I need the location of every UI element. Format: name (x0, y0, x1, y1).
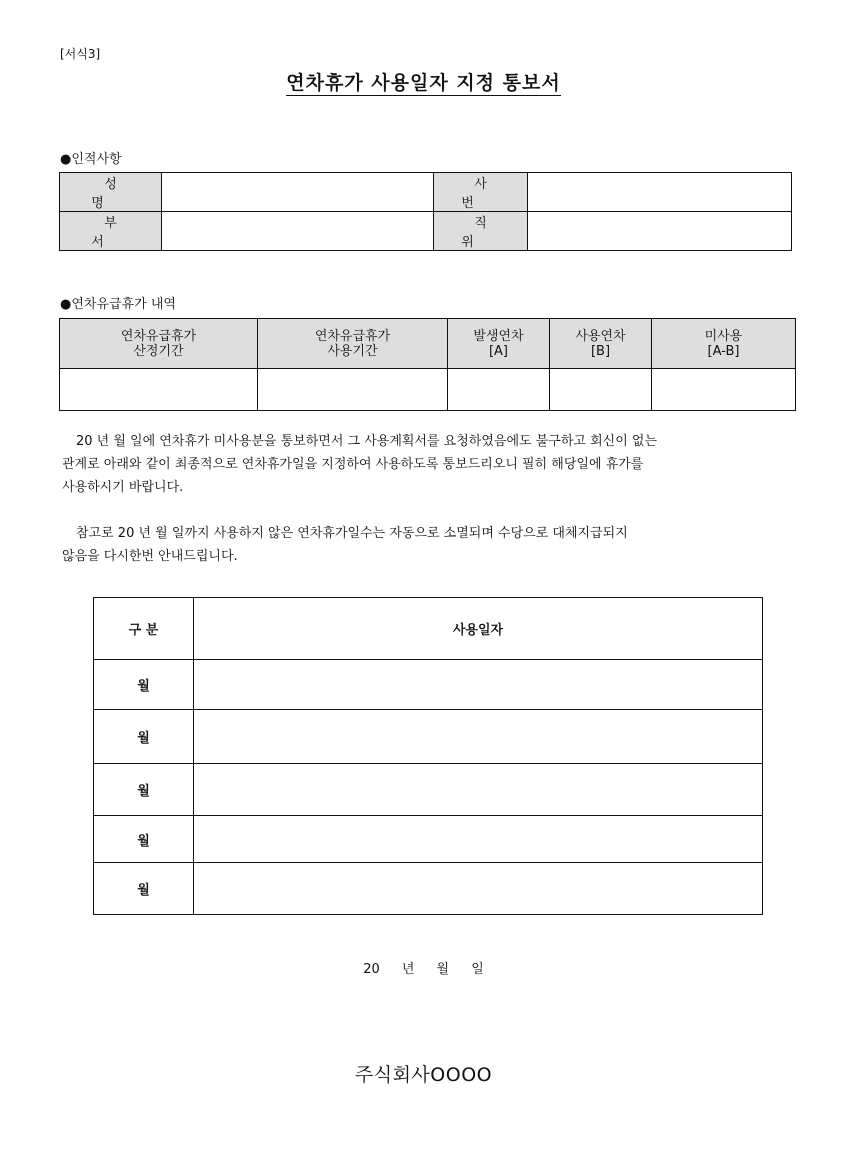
use-period-header-line2: 사용기간 (327, 343, 378, 359)
use-period-field[interactable] (258, 369, 448, 411)
use-period-header-line1: 연차유급휴가 (314, 328, 391, 344)
calc-period-field[interactable] (60, 369, 258, 411)
accrued-leave-field[interactable] (448, 369, 550, 411)
department-field[interactable] (162, 212, 434, 251)
unused-leave-field[interactable] (652, 369, 796, 411)
unused-leave-header-line1: 미사용 (704, 328, 743, 344)
month-cell: 월 (94, 660, 194, 710)
notice-paragraph-2 (62, 522, 796, 568)
leave-header-row (60, 319, 796, 369)
name-label: 성 명 (60, 173, 162, 212)
table-row (94, 660, 763, 710)
accrued-leave-header (448, 319, 550, 369)
notice-paragraph-1-line2: 관계로 아래와 같이 최종적으로 연차휴가일을 지정하여 사용하도록 통보드리오니 필히 해당일에 휴가를 (62, 457, 644, 472)
notice-paragraph-1-line1: 20 년 월 일에 연차휴가 미사용분을 통보하면서 그 사용계획서를 요청하였음에도 불구하고 회신이 없는 (76, 434, 658, 449)
category-header: 구 분 (94, 598, 194, 660)
month-cell: 월 (94, 816, 194, 863)
notice-paragraph-2-line2: 않음을 다시한번 안내드립니다. (62, 549, 238, 564)
personal-info-row (60, 173, 792, 212)
month-cell: 월 (94, 863, 194, 915)
company-name: 주식회사OOOO (354, 1064, 493, 1086)
calc-period-header (60, 319, 258, 369)
use-date-field[interactable] (194, 816, 763, 863)
unused-leave-header-line2: [A-B] (707, 343, 740, 359)
name-field[interactable] (162, 173, 434, 212)
table-row (94, 764, 763, 816)
use-period-header (258, 319, 448, 369)
employee-number-label: 사 번 (434, 173, 528, 212)
employee-number-field[interactable] (528, 173, 792, 212)
leave-details-heading: ●연차유급휴가 내역 (60, 297, 176, 312)
calc-period-header-line2: 산정기간 (133, 343, 184, 359)
notice-paragraph-2-line1: 참고로 20 년 월 일까지 사용하지 않은 연차휴가일수는 자동으로 소멸되며 수당으로 대체지급되지 (76, 526, 628, 541)
table-row (94, 710, 763, 764)
month-cell: 월 (94, 764, 194, 816)
form-number-label: [서식3] (60, 47, 101, 61)
calc-period-header-line1: 연차유급휴가 (120, 328, 197, 344)
use-date-header: 사용일자 (194, 598, 763, 660)
personal-info-table (59, 172, 792, 251)
used-leave-header-line1: 사용연차 (575, 328, 626, 344)
department-label: 부 서 (60, 212, 162, 251)
leave-details-table (59, 318, 796, 411)
position-field[interactable] (528, 212, 792, 251)
notice-paragraph-1-line3: 사용하시기 바랍니다. (62, 480, 184, 495)
page-title-text: 연차휴가 사용일자 지정 통보서 (286, 72, 561, 94)
table-row (94, 863, 763, 915)
use-date-field[interactable] (194, 660, 763, 710)
notice-paragraph-1 (62, 430, 796, 499)
leave-value-row (60, 369, 796, 411)
use-date-field[interactable] (194, 764, 763, 816)
used-leave-field[interactable] (550, 369, 652, 411)
personal-info-row (60, 212, 792, 251)
use-date-field[interactable] (194, 710, 763, 764)
page-title (0, 68, 847, 95)
leave-dates-table (93, 597, 763, 915)
leave-dates-header-row (94, 598, 763, 660)
personal-info-heading: ●인적사항 (60, 152, 122, 167)
accrued-leave-header-line2: [A] (488, 343, 509, 359)
used-leave-header-line2: [B] (590, 343, 611, 359)
unused-leave-header (652, 319, 796, 369)
signature-date: 20 년 월 일 (363, 962, 484, 977)
month-cell: 월 (94, 710, 194, 764)
use-date-field[interactable] (194, 863, 763, 915)
table-row (94, 816, 763, 863)
accrued-leave-header-line1: 발생연차 (473, 328, 524, 344)
used-leave-header (550, 319, 652, 369)
position-label: 직 위 (434, 212, 528, 251)
